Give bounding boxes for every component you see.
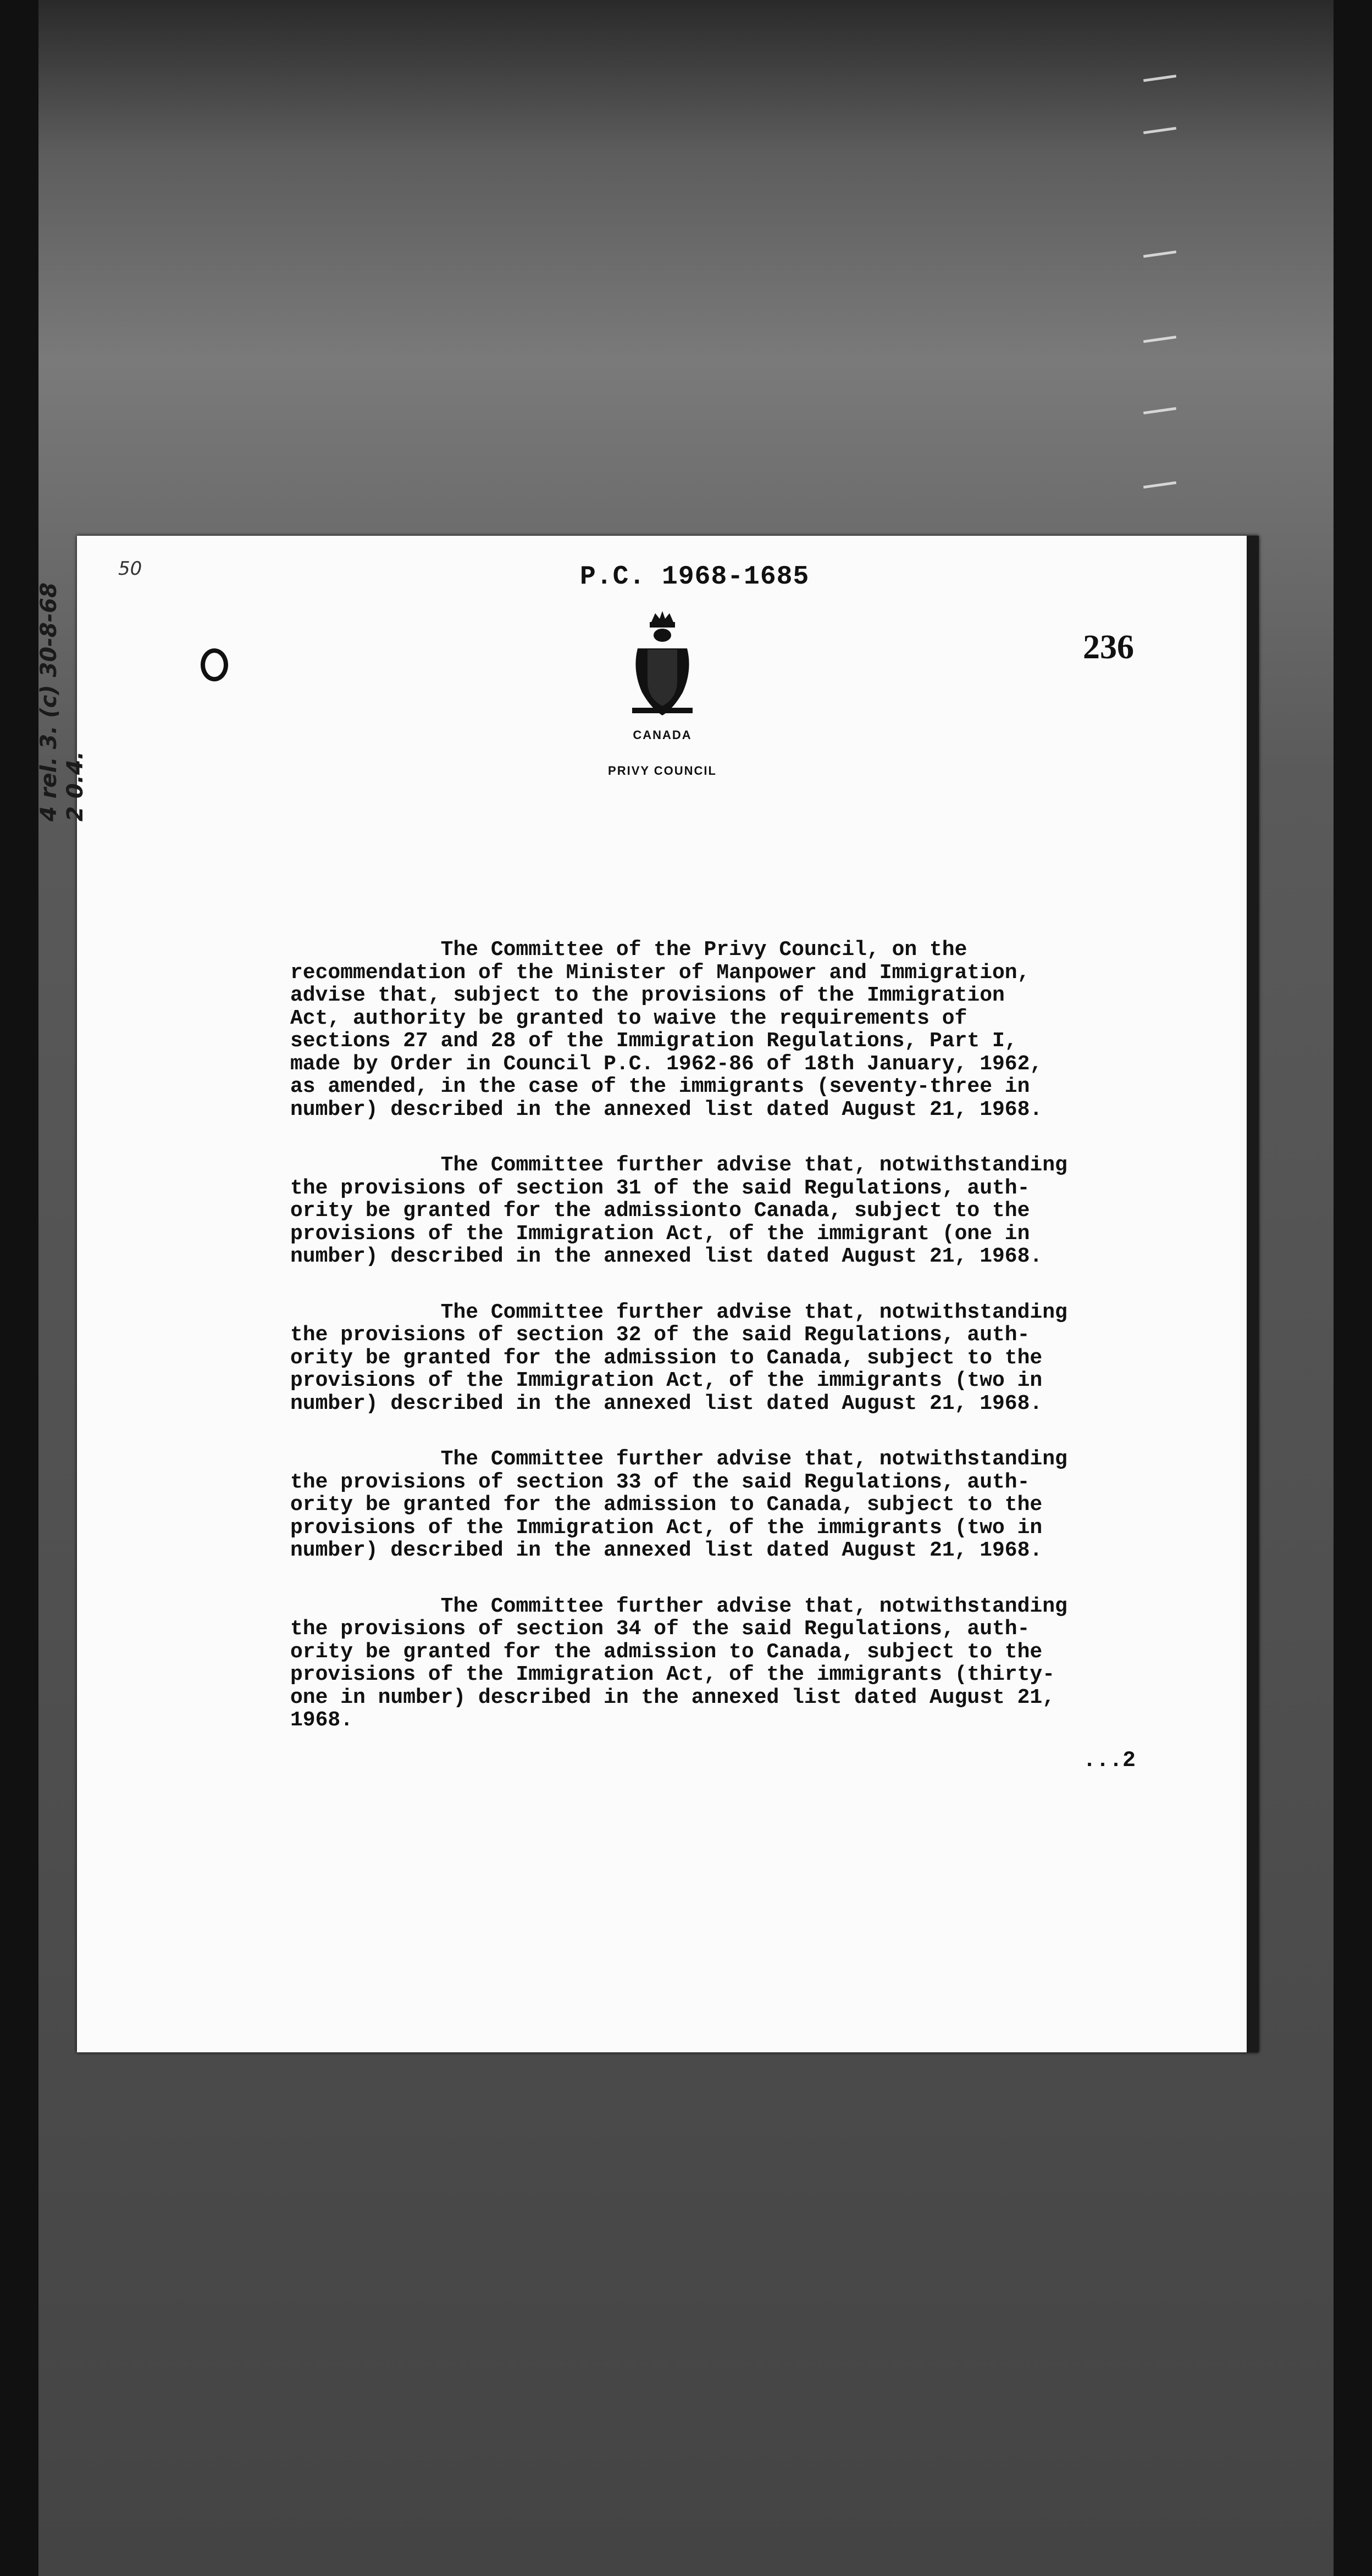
document-page	[77, 536, 1259, 2052]
coat-of-arms-icon	[621, 610, 704, 720]
film-scratch	[1143, 75, 1176, 82]
film-scratch	[1143, 481, 1176, 488]
folio-number: 236	[1083, 629, 1134, 666]
film-scratch	[1143, 251, 1176, 258]
paragraph: The Committee of the Privy Council, on the recommendation of the Minister of Manpower and Immigration, advise that, subject to the provisions of the Immigration Act, authority be granted to waive the requirements of sections 27 and 28 of the Immigration Regulations, Part I, made by Order in Council P.C. 1962-86 of 18th January, 1962, as amended, in the case of the immigrants (seventy-three in number) described in the annexed list dated August 21, 1968.	[290, 938, 1043, 1122]
paragraph: The Committee further advise that, notwithstanding the provisions of section 32 of the said Regulations, auth- ority be granted for the admission to Canada, subject to the provisions of the Immigration Act, of the immigrants (two in number) described in the annexed list dated August 21, 1968.	[290, 1300, 1067, 1415]
order-number: P.C. 1968-1685	[580, 562, 810, 592]
film-scratch	[1143, 127, 1176, 134]
order-body	[290, 939, 1236, 1765]
header-privy-council: PRIVY COUNCIL	[608, 764, 717, 778]
film-border-right	[1334, 0, 1372, 2576]
film-border-left	[0, 0, 38, 2576]
margin-note-line: 4 rel. 3. (c) 30-8-68	[36, 582, 62, 821]
paragraph: The Committee further advise that, notwithstanding the provisions of section 33 of the said Regulations, auth- ority be granted for the admission to Canada, subject to the provisions of the Immigration Act, of the immigrants (two in number) described in the annexed list dated August 21, 1968.	[290, 1447, 1067, 1562]
corner-handwritten-mark: 50	[118, 558, 142, 580]
paragraph: The Committee further advise that, notwithstanding the provisions of section 34 of the said Regulations, auth- ority be granted for the admission to Canada, subject to the provisions of the Immigration Act, of the immigrants (thirty- one in number) described in the annexed list dated August 21, 1968.	[290, 1594, 1067, 1732]
continuation-marker: ...2	[1083, 1748, 1136, 1773]
handwritten-margin-note	[36, 582, 88, 821]
punch-hole	[201, 648, 228, 681]
margin-note-line: 2 0.4.	[63, 751, 88, 821]
paragraph: The Committee further advise that, notwithstanding the provisions of section 31 of the said Regulations, auth- ority be granted for the admissionto Canada, subject to the provisions of the Immigration Act, of the immigrant (one in number) described in the annexed list dated August 21, 1968.	[290, 1153, 1067, 1268]
film-scratch	[1143, 407, 1176, 414]
film-scratch	[1143, 336, 1176, 343]
header-canada: CANADA	[633, 728, 692, 742]
